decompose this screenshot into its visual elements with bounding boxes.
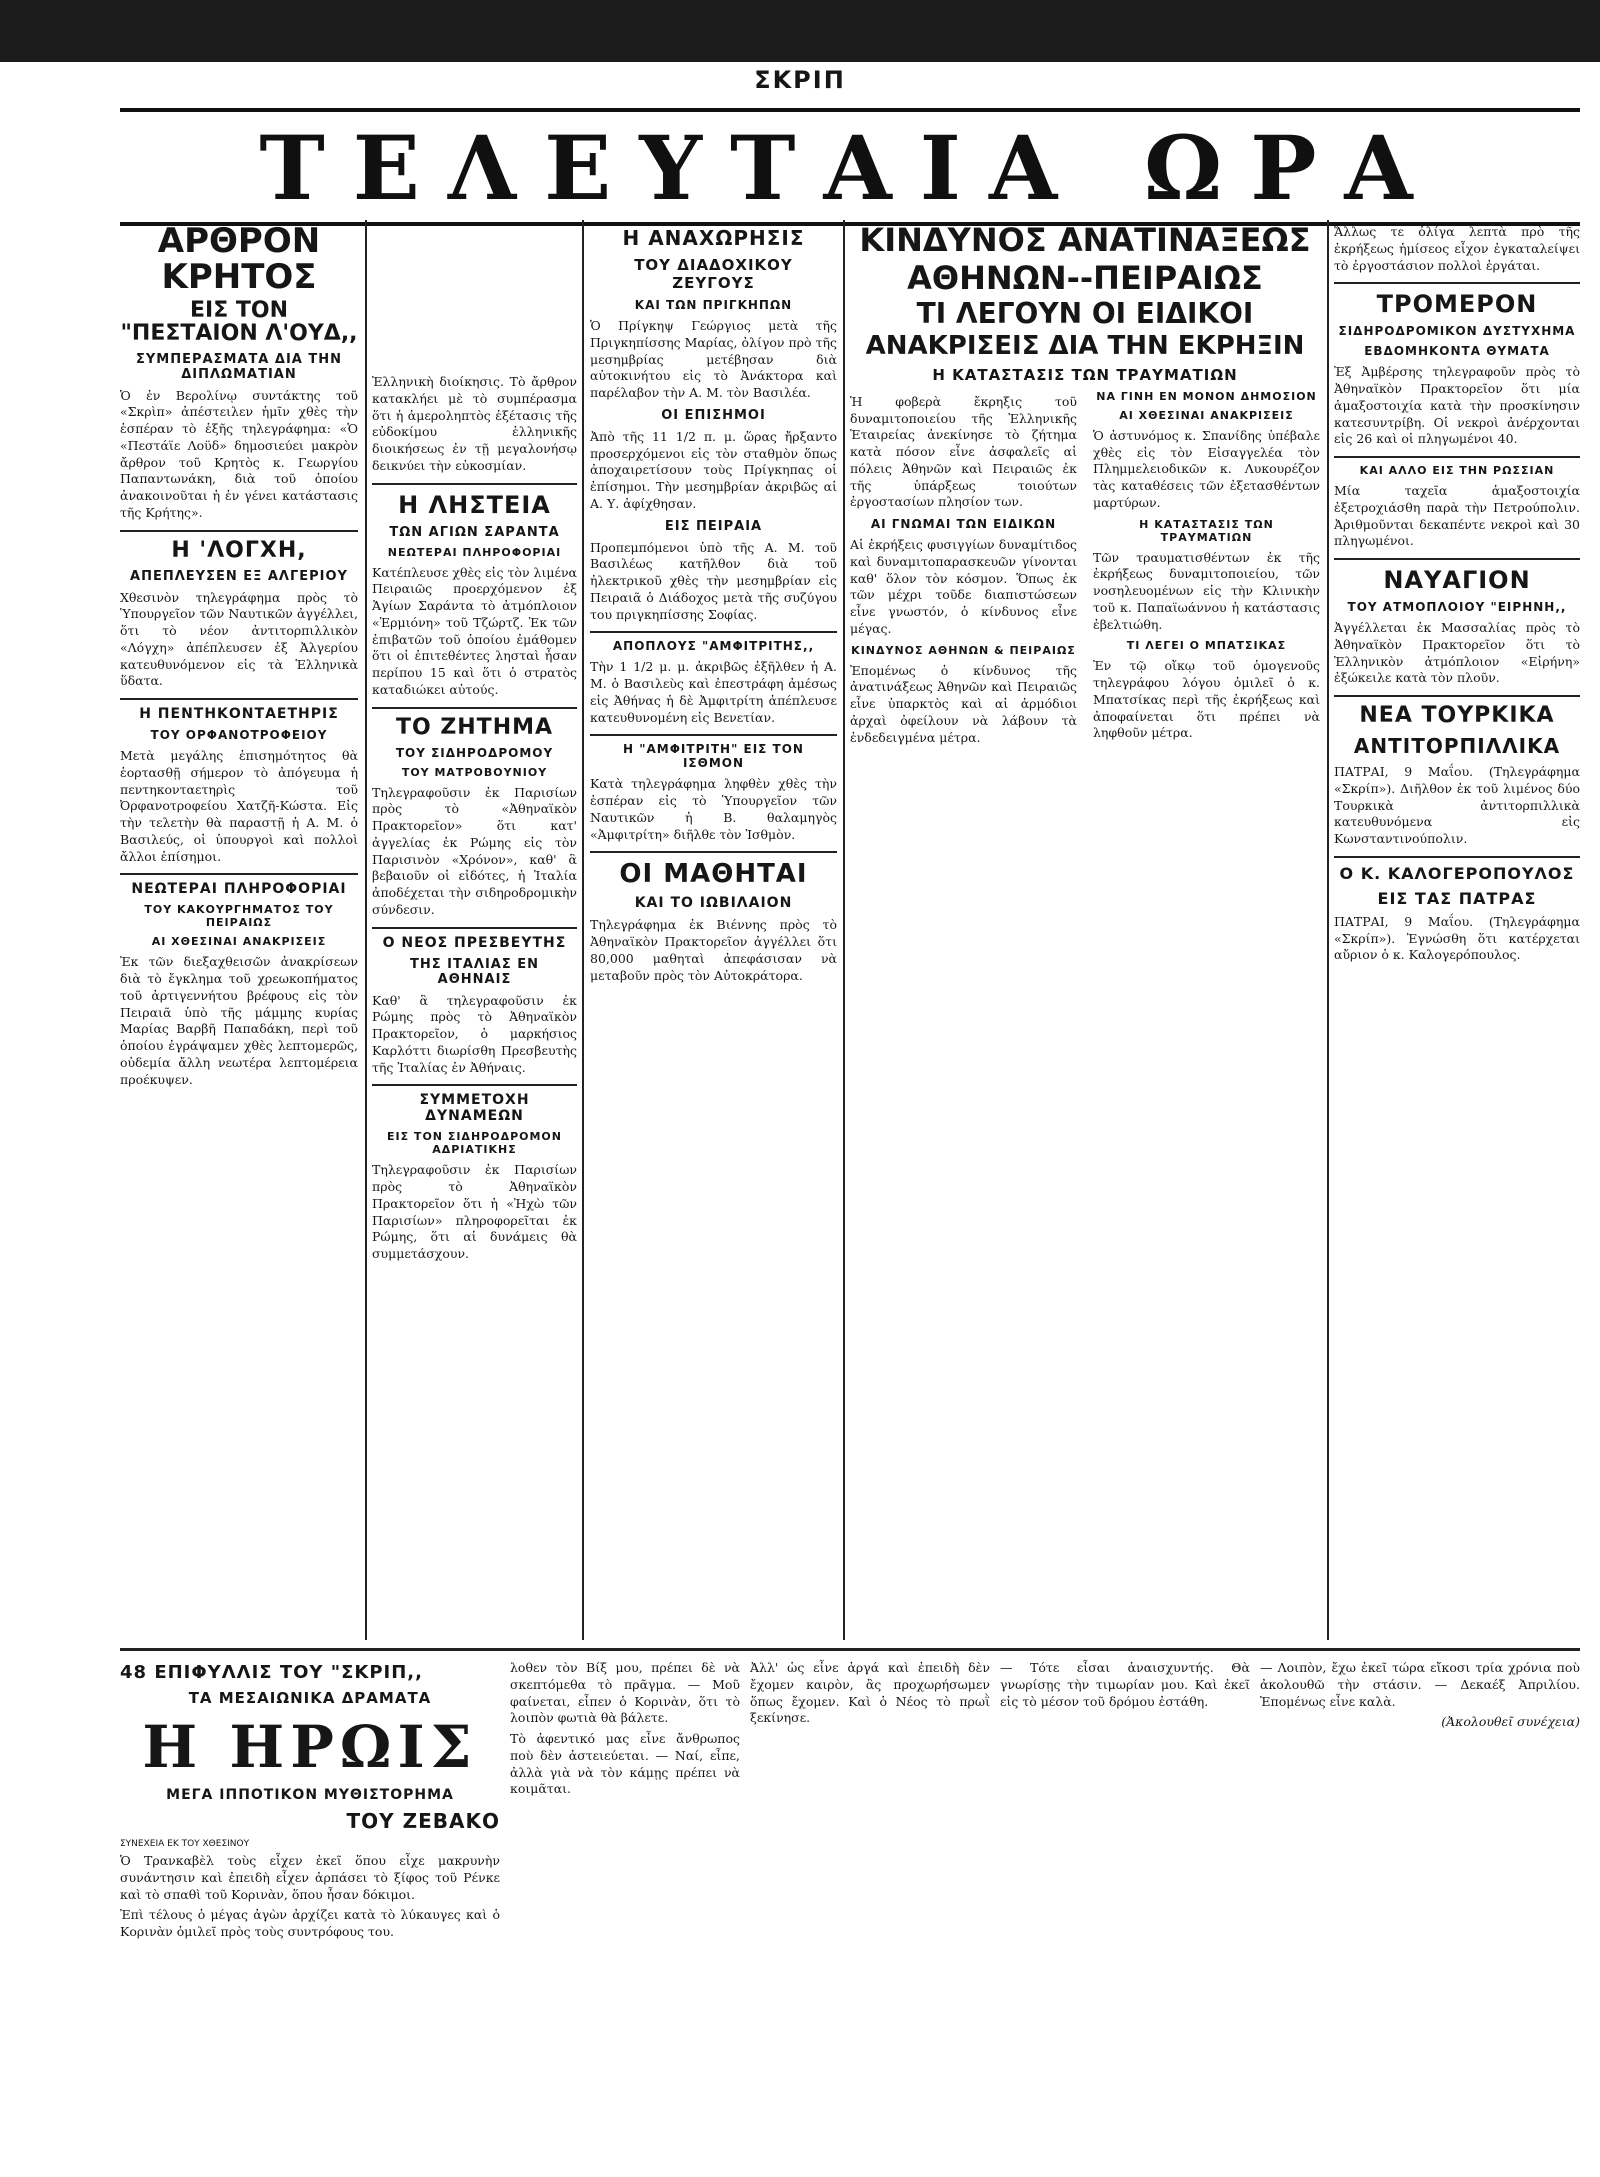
article-text: Χθεσινὸν τηλεγράφημα πρὸς τὸ Ὑπουργεῖον τῶν Ναυτικῶν ἀγγέλλει, ὅτι τὸ νέον ἀντιτορπιλλικὸν «Λόγχη» ἀπέπλευσεν ἐξ Ἀλγερίου κατευθυνόμενον εἰς τὰ Ἑλληνικὰ ὕδατα. <box>120 589 358 689</box>
section-danger: ΚΙΝΔΥΝΟΣ ΑΘΗΝΩΝ & ΠΕΙΡΑΙΩΣ <box>851 643 1076 657</box>
section-one-public: ΝΑ ΓΙΝΗ ΕΝ ΜΟΝΟΝ ΔΗΜΟΣΙΟΝ <box>1096 389 1317 403</box>
headline-terrible: ΤΡΟΜΕΡΟΝ <box>1376 290 1538 319</box>
feuilleton-series: ΤΑ ΜΕΣΑΙΩΝΙΚΑ ΔΡΑΜΑΤΑ <box>188 1689 432 1707</box>
section-amphitrite-isthmus: Η "ΑΜΦΙΤΡΙΤΗ" ΕΙΣ ΤΟΝ ΙΣΘΜΟΝ <box>623 742 804 771</box>
article-text: Ἐκ τῶν διεξαχθεισῶν ἀνακρίσεων διὰ τὸ ἔγκλημα τοῦ χρεωκοπήματος τοῦ ἀρτιγεννήτου βρέφους εἰς τὸν Πειραιᾶ ὑπὸ τῆς μάμμης κυρίας Μαρίας Βαρβῆ Παπαδάκη, περὶ τοῦ ὁποίου ἐγράψαμεν χθὲς λεπτομερῶς, οὐδεμία ἄλλη νεωτέρα λεπτομέρεια προέκυψεν. <box>120 954 358 1087</box>
article-text: ΠΑΤΡΑΙ, 9 Μαΐου. (Τηλεγράφημα «Σκρίπ»). Διῆλθον ἐκ τοῦ λιμένος δύο Τουρκικὰ ἀντιτορπιλλικὰ κατευθυνόμενα εἰς Κωνσταντινούπολιν. <box>1334 764 1580 846</box>
subheadline-orphanage: ΤΟΥ ΟΡΦΑΝΟΤΡΟΦΕΙΟΥ <box>150 728 328 743</box>
subheadline-new-info: ΝΕΩΤΕΡΑΙ ΠΛΗΡΟΦΟΡΙΑΙ <box>387 545 562 559</box>
headline-departure: Η ΑΝΑΧΩΡΗΣΙΣ <box>622 226 805 250</box>
headline-ambassador: Ο ΝΕΟΣ ΠΡΕΣΒΕΥΤΗΣ <box>382 934 567 951</box>
headline-crete: ΑΡΘΡΟΝ ΚΡΗΤΟΣ <box>157 221 321 297</box>
headline-athens-piraeus: ΑΘΗΝΩΝ--ΠΕΙΡΑΙΩΣ <box>907 258 1263 297</box>
column-rule <box>582 220 584 1640</box>
article-text: Ἄλλως τε ὀλίγα λεπτὰ πρὸ τῆς ἐκρήξεως ἡμίσεος εἶχον ἐγκαταλείψει τὸ ἐργοστάσιον πολλοὶ ἐργάται. <box>1334 224 1580 273</box>
feuilleton-col-2 <box>510 1656 740 2156</box>
feuilleton-text: Ἐπὶ τέλους ὁ μέγας ἀγὼν ἀρχίζει κατὰ τὸ λύκαυγες καὶ ὁ Κορινὰν ὁμιλεῖ πρὸς τοὺς συντρόφους του. <box>120 1907 500 1939</box>
article-text: Μετὰ μεγάλης ἐπισημότητος θὰ ἑορτασθῇ σήμερον τὸ ἀπόγευμα ἡ πεντηκονταετηρὶς τοῦ Ὀρφανοτροφείου Χατζῆ-Κώστα. Εἰς τὴν τελετὴν θὰ παραστῇ ἡ Α. Μ. ὁ Βασιλεύς, οἱ ὑπουργοὶ καὶ πολλοὶ ἄλλοι ἐπίσημοι. <box>120 748 358 864</box>
subheadline-eirini: ΤΟΥ ΑΤΜΟΠΛΟΙΟΥ "ΕΙΡΗΝΗ,, <box>1347 600 1567 614</box>
subheadline-railway: ΤΟΥ ΣΙΔΗΡΟΔΡΟΜΟΥ <box>395 745 554 760</box>
feuilleton-text: λοθεν τὸν Βίξ μου, πρέπει δὲ νὰ σκεπτόμεθα τὸ πρᾶγμα. — Μοῦ φαίνεται, εἶπεν ὁ Κορινὰν, ὅτι τὸ λοιπὸν φωτιὰ θὰ βάλετε. <box>510 1660 740 1726</box>
section-wounded-state: Η ΚΑΤΑΣΤΑΣΙΣ ΤΩΝ ΤΡΑΥΜΑΤΙΩΝ <box>1139 517 1274 544</box>
feuilleton-text: Ὁ Τρανκαβὲλ τοὺς εἶχεν ἐκεῖ ὅπου εἶχε μακρυνὴν συνάντησιν καὶ ἐπειδὴ εἶχεν ἀρπάσει τὸ ξίφος τοῦ Ρένκε καὶ τὸ σπαθὶ τοῦ Κορινὰν, ὅπου ἦσαν δόκιμοι. <box>120 1853 500 1902</box>
headline-new-info: ΝΕΩΤΕΡΑΙ ΠΛΗΡΟΦΟΡΙΑΙ <box>131 881 347 898</box>
headline-shipwreck: ΝΑΥΑΓΙΟΝ <box>1383 566 1531 594</box>
feuilleton-col-5 <box>1260 1656 1580 2156</box>
subheadline-couple: ΤΟΥ ΔΙΑΔΟΧΙΚΟΥ ΖΕΥΓΟΥΣ <box>634 256 793 292</box>
banner-title: ΤΕΛΕΥΤΑΙΑ ΩΡΑ <box>259 116 1441 220</box>
headline-logchi: Η 'ΛΟΓΧΗ, <box>171 537 307 563</box>
feuilleton-title: Η ΗΡΩΙΣ <box>142 1713 478 1781</box>
feuilleton-author: ΤΟΥ ΖΕΒΑΚΟ <box>346 1809 500 1833</box>
section-expert-opinions: ΑΙ ΓΝΩΜΑΙ ΤΩΝ ΕΙΔΙΚΩΝ <box>870 517 1057 532</box>
feuilleton-subtitle: ΜΕΓΑ ΙΠΠΟΤΙΚΟΝ ΜΥΘΙΣΤΟΡΗΜΑ <box>166 1787 454 1803</box>
article-text: Προπεμπόμενοι ὑπὸ τῆς Α. Μ. τοῦ Βασιλέως κατῆλθον διὰ τοῦ ἠλεκτρικοῦ χθὲς τὴν μεσημβρίαν εἰς Πειραιᾶ ὁ Διάδοχος μετὰ τῆς συζύγου του πριγκηπίσσης Σοφίας. <box>590 539 837 622</box>
subheadline-destroyers: ΑΝΤΙΤΟΡΠΙΛΛΙΚΑ <box>1353 734 1561 758</box>
masthead: ΣΚΡΙΠ <box>754 66 846 94</box>
banner <box>120 108 1580 226</box>
column-1 <box>120 220 358 1640</box>
feuilleton-text: — Λοιπὸν, ἔχω ἐκεῖ τώρα εἴκοσι τρία χρόνια ποὺ ἀκολουθῶ τὴν στάσιν. — Δεκαέξ Ἀπριλίου. Ἑπομένως εἶνε καλὰ. <box>1260 1660 1580 1709</box>
article-text: Ὁ ἀστυνόμος κ. Σπανίδης ὑπέβαλε χθὲς εἰς τὸν Εἰσαγγελέα τὸν Πλημμελειοδικῶν κ. Λυκουρέζον τὰς καταθέσεις τῶν ἐξετασθέντων μαρτύρων. <box>1093 427 1320 510</box>
column-rule <box>365 220 367 1640</box>
column-rule <box>843 220 845 1640</box>
headline-question: ΤΟ ΖΗΤΗΜΑ <box>395 714 554 740</box>
subheadline-algiers: ΑΠΕΠΛΕΥΣΕΝ ΕΞ ΑΛΓΕΡΙΟΥ <box>130 568 348 584</box>
article-text: Κατέπλευσε χθὲς εἰς τὸν λιμένα Πειραιῶς προερχόμενον ἐξ Ἁγίων Σαράντα τὸ ἀτμόπλοιον «Ἑρμιόνη» τοῦ Τζώρτζ. Ἐκ τῶν ἐπιβατῶν τοῦ ὁποίου ἐμάθομεν ὅτι οἱ ἐπιτεθέντες λησταὶ ἦσαν περίπου 15 καὶ ὅτι ὁ στρατὸς καταδιώκει αὐτούς. <box>372 564 577 697</box>
feuilleton-text: — Τότε εἶσαι ἀναισχυντής. Θὰ γνωρίσῃς τὴν τιμωρίαν μου. Καὶ ἐκεῖ εἰς τὸ μέσον τοῦ δρόμου ἐστάθη. <box>1000 1660 1250 1709</box>
section-batsikas: ΤΙ ΛΕΓΕΙ Ο ΜΠΑΤΣΙΚΑΣ <box>1126 639 1287 653</box>
column-4 <box>850 220 1320 1640</box>
column-3 <box>590 220 837 1640</box>
top-dark-strip <box>0 0 1600 62</box>
section-yesterday-inquiries: ΑΙ ΧΘΕΣΙΝΑΙ ΑΝΑΚΡΙΣΕΙΣ <box>1119 408 1294 422</box>
column-2 <box>372 220 577 1640</box>
feuilleton-col-3 <box>750 1656 990 2156</box>
subheadline-inquiries: ΑΙ ΧΘΕΣΙΝΑΙ ΑΝΑΚΡΙΣΕΙΣ <box>151 935 327 949</box>
article-text: Τηλεγραφοῦσιν ἐκ Παρισίων πρὸς τὸ «Ἀθηναϊκὸν Πρακτορεῖον» ὅτι κατ' ἀγγελίας ἐκ Ρώμης εἰς τὸν Παρισινὸν «Χρόνον», καθ' ἃ βεβαιοῦν οἱ εἰδότες, ἡ Ἰταλία ἀποδέχεται τὴν σιδηροδρομικὴν σύνδεσιν. <box>372 784 577 917</box>
subheadline-jubilee: ΚΑΙ ΤΟ ΙΩΒΙΛΑΙΟΝ <box>634 895 793 912</box>
feuilleton-header <box>120 1656 500 2156</box>
column-rule <box>1327 220 1329 1640</box>
subheadline-agioi-saranta: ΤΩΝ ΑΓΙΩΝ ΣΑΡΑΝΤΑ <box>389 524 560 540</box>
feuilleton-number: 48 ΕΠΙΦΥΛΛΙΣ ΤΟΥ "ΣΚΡΙΠ,, <box>120 1662 423 1683</box>
feuilleton-continues: (Ἀκολουθεῖ συνέχεια) <box>1441 1714 1580 1730</box>
headline-participation: ΣΥΜΜΕΤΟΧΗ ΔΥΝΑΜΕΩΝ <box>419 1092 530 1125</box>
subheadline-railway-accident: ΣΙΔΗΡΟΔΡΟΜΙΚΟΝ ΔΥΣΤΥΧΗΜΑ <box>1338 324 1576 339</box>
section-russia: ΚΑΙ ΑΛΛΟ ΕΙΣ ΤΗΝ ΡΩΣΣΙΑΝ <box>1359 464 1555 477</box>
article-text: Τῶν τραυματισθέντων ἐκ τῆς ἐκρήξεως δυναμιτοποιείου, τῶν νοσηλευομένων εἰς τὴν Κλινικὴν τοῦ κ. Παπαϊωάννου ἡ κατάστασις ἐβελτιώθη. <box>1093 549 1320 632</box>
headline-students: ΟΙ ΜΑΘΗΤΑΙ <box>619 859 808 890</box>
article-text: Τηλεγραφοῦσιν ἐκ Παρισίων πρὸς τὸ Ἀθηναϊκὸν Πρακτορεῖον ὅτι ἡ «Ἠχὼ τῶν Παρισίων» πληροφορεῖται ἐκ Ρώμης, ὅτι αἱ δυνάμεις θὰ συμμετάσχουν. <box>372 1162 577 1261</box>
feuilleton-text: Τὸ ἀφεντικό μας εἶνε ἄνθρωπος ποὺ δὲν ἀστειεύεται. — Ναί, εἶπε, ἀλλὰ γιὰ νὰ τὸν κάμῃς πρέπει νὰ κοιμᾶται. <box>510 1731 740 1797</box>
article-text: Μία ταχεῖα ἁμαξοστοιχία ἐξετροχιάσθη παρὰ τὴν Πετρούπολιν. Ἀριθμοῦνται δεκαπέντε νεκροὶ καὶ 30 πληγωμένοι. <box>1334 483 1580 549</box>
subheadline-matrovouni: ΤΟΥ ΜΑΤΡΟΒΟΥΝΙΟΥ <box>401 765 548 779</box>
subheadline-diplomacy: ΣΥΜΠΕΡΑΣΜΑΤΑ ΔΙΑ ΤΗΝ ΔΙΠΛΩΜΑΤΙΑΝ <box>135 351 343 382</box>
article-text: Ἐπομένως ὁ κίνδυνος τῆς ἀνατινάξεως Ἀθηνῶν καὶ Πειραιῶς εἶνε ὑπαρκτὸς καὶ αἱ ἀρμόδιοι ἀρχαὶ ὀφείλουν νὰ λάβουν τὰ ἐνδεδειγμένα μέτρα. <box>850 662 1077 745</box>
headline-pester-lloyd: ΕΙΣ ΤΟΝ "ΠΕΣΤΑΙΟΝ Λ'ΟΥΔ,, <box>120 298 358 347</box>
article-text: Τὴν 1 1/2 μ. μ. ἀκριβῶς ἐξῆλθεν ἡ Α. Μ. ὁ Βασιλεὺς καὶ ἐπεστράφη ἀμέσως εἰς Ἀθήνας ἡ δὲ Ἀμφιτρίτη ἀπέπλευσε κατευθυνομένη εἰς Βενετίαν. <box>590 659 837 725</box>
article-text: Ἀγγέλλεται ἐκ Μασσαλίας πρὸς τὸ Ἀθηναϊκὸν Πρακτορεῖον ὅτι τὸ Ἑλληνικὸν ἀτμόπλοιον «Εἰρήνη» ἐξώκειλε κατὰ τὸν πλοῦν. <box>1334 620 1580 686</box>
subheadline-patras: ΕΙΣ ΤΑΣ ΠΑΤΡΑΣ <box>1377 888 1537 908</box>
article-text: Ἀπὸ τῆς 11 1/2 π. μ. ὥρας ἤρξαντο προσερχόμενοι εἰς τὸν σταθμὸν ὅπως ἀποχαιρετίσουν τοὺς Πρίγκηπας οἱ ἐπίσημοι. Τὴν μεσημβρίαν ἀκριβῶς αἱ Α. Υ. ἀφίχθησαν. <box>590 428 837 511</box>
column-5 <box>1334 220 1580 1640</box>
headline-explosion-danger: ΚΙΝΔΥΝΟΣ ΑΝΑΤΙΝΑΞΕΩΣ <box>859 221 1311 259</box>
subheadline-italy: ΤΗΣ ΙΤΑΛΙΑΣ ΕΝ ΑΘΗΝΑΙΣ <box>409 956 540 987</box>
subheadline-piraeus-crime: ΤΟΥ ΚΑΚΟΥΡΓΗΜΑΤΟΣ ΤΟΥ ΠΕΙΡΑΙΩΣ <box>144 903 334 930</box>
feuilleton-text: Ἀλλ' ὡς εἶνε ἀργά καὶ ἐπειδὴ δὲν ἔχομεν καιρὸν, ἂς προχωρήσωμεν ὅπως ἔχομεν. Καὶ ὁ Νέος τὸ πρωῒ ξεκίνησε. <box>750 1660 990 1726</box>
subheadline-wounded: Η ΚΑΤΑΣΤΑΣΙΣ ΤΩΝ ΤΡΑΥΜΑΤΙΩΝ <box>932 365 1238 384</box>
article-text: Καθ' ἃ τηλεγραφοῦσιν ἐκ Ρώμης πρὸς τὸ Ἀθηναϊκὸν Πρακτορεῖον, ὁ μαρκήσιος Καρλόττι διωρίσθη Πρεσβευτὴς τῆς Ἰταλίας ἐν Ἀθήναις. <box>372 992 577 1075</box>
article-text: Αἱ ἐκρήξεις φυσιγγίων δυναμίτιδος καὶ δυναμιτοπαρασκευῶν γίνονται καθ' ὅλον τὸν κόσμον. Ὅπως ἐκ τῶν μέχρι τοῦδε διαπιστώσεων εἶνε γνωστόν, ὁ κίνδυνος εἶνε μέγας. <box>850 537 1077 636</box>
headline-anniversary: Η ΠΕΝΤΗΚΟΝΤΑΕΤΗΡΙΣ <box>139 706 339 723</box>
section-amphitrite-sailing: ΑΠΟΠΛΟΥΣ "ΑΜΦΙΤΡΙΤΗΣ,, <box>612 639 815 654</box>
section-officials: ΟΙ ΕΠΙΣΗΜΟΙ <box>661 407 766 423</box>
article-text: Τηλεγράφημα ἐκ Βιέννης πρὸς τὸ Ἀθηναϊκὸν Πρακτορεῖον ἀγγέλλει ὅτι 80,000 μαθηταὶ ἀπεφάσισαν νὰ μεταβοῦν πρὸς τὸν Αὐτοκράτορα. <box>590 917 837 983</box>
article-text: Ἐν τῷ οἴκῳ τοῦ ὁμογενοῦς τηλεγράφου λόγου ὁμιλεῖ ὁ κ. Μπατσίκας περὶ τῆς ἐκρήξεως καὶ ἀποφαίνεται ὅτι πρέπει νὰ ληφθοῦν μέτρα. <box>1093 658 1320 741</box>
article-text: Ὁ ἐν Βερολίνῳ συντάκτης τοῦ «Σκρὶπ» ἀπέστειλεν ἡμῖν χθὲς τὴν ἑσπέραν τὸ ἑξῆς τηλεγράφημα: «Ὁ «Πεστάϊε Λοϋδ» δημοσιεύει μακρὸν ἄρθρον τοῦ Κρητὸς κ. Γεωργίου Παπαντωνάκη, διὰ τοῦ ὁποίου ἀνακοινοῦται ἡ ἐν γένει κατάστασις τῆς Κρήτης». <box>120 387 358 520</box>
subheadline-princes: ΚΑΙ ΤΩΝ ΠΡΙΓΚΗΠΩΝ <box>634 298 793 312</box>
feuilleton-note: ΣΥΝΕΧΕΙΑ ΕΚ ΤΟΥ ΧΘΕΣΙΝΟΥ <box>120 1839 250 1849</box>
article-text: Κατὰ τηλεγράφημα ληφθὲν χθὲς τὴν ἑσπέραν εἰς τὸ Ὑπουργεῖον τῶν Ναυτικῶν ἡ Β. θαλαμηγὸς «Ἀμφιτρίτη» διῆλθε τὸν Ἰσθμὸν. <box>590 776 837 842</box>
article-text: Ἑλληνικὴ διοίκησις. Τὸ ἄρθρον κατακλήει μὲ τὸ συμπέρασμα ὅτι ἡ ἀμεροληπτὸς ἐξέτασις τῆς εὐδοκίμου ἑλληνικῆς διοικήσεως ἐν τῇ μεγαλονήσῳ δεικνύει τὴν εὐκοσμίαν. <box>372 374 577 473</box>
feuilleton-col-4 <box>1000 1656 1250 2156</box>
headline-inquiries: ΑΝΑΚΡΙΣΕΙΣ ΔΙΑ ΤΗΝ ΕΚΡΗΞΙΝ <box>865 330 1305 361</box>
subheadline-seventy-victims: ΕΒΔΟΜΗΚΟΝΤΑ ΘΥΜΑΤΑ <box>1364 344 1550 359</box>
section-divider <box>120 1648 1580 1651</box>
article-text: Ὁ Πρίγκηψ Γεώργιος μετὰ τῆς Πριγκηπίσσης Μαρίας, ὀλίγον πρὸ τῆς μεσημβρίας μετέβησαν διὰ αὐτοκινήτου εἰς τὸ Ἀνάκτορα καὶ παρέλαβον τὴν Α. Μ. τὸν Βασιλέα. <box>590 318 837 400</box>
headline-brigandage: Η ΛΗΣΤΕΙΑ <box>398 490 551 519</box>
article-text: Ἐξ Ἀμβέρσης τηλεγραφοῦν πρὸς τὸ Ἀθηναϊκὸν Πρακτορεῖον ὅτι μία ἁμαξοστοιχία κατὰ τὴν προσκίνησιν κατεσυντρίβη. Οἱ νεκροὶ ἀνέρχονται εἰς 26 καὶ οἱ πληγωμένοι 40. <box>1334 364 1580 447</box>
subheadline-adriatic: ΕΙΣ ΤΟΝ ΣΙΔΗΡΟΔΡΟΜΟΝ ΑΔΡΙΑΤΙΚΗΣ <box>386 1130 562 1157</box>
section-piraeus: ΕΙΣ ΠΕΙΡΑΙΑ <box>664 518 763 534</box>
article-text: ΠΑΤΡΑΙ, 9 Μαΐου. (Τηλεγράφημα «Σκρίπ»). Ἐγνώσθη ὅτι κατέρχεται αὔριον ὁ κ. Καλογερόπουλος. <box>1334 913 1580 963</box>
article-text: Ἡ φοβερὰ ἔκρηξις τοῦ δυναμιτοποιείου τῆς Ἑλληνικῆς Ἑταιρείας ἀνεκίνησε τὸ ζήτημα κατὰ πόσον εἶνε ἀσφαλεῖς αἱ πόλεις Ἀθηνῶν καὶ Πειραιῶς ἐκ τῆς ὑπάρξεως τοιούτων ἐργοστασίων πλησίον των. <box>850 393 1077 510</box>
headline-experts: ΤΙ ΛΕΓΟΥΝ ΟΙ ΕΙΔΙΚΟΙ <box>916 297 1254 331</box>
headline-turkish: ΝΕΑ ΤΟΥΡΚΙΚΑ <box>1359 703 1555 728</box>
headline-kalogeropoulos: Ο Κ. ΚΑΛΟΓΕΡΟΠΟΥΛΟΣ <box>1339 863 1575 883</box>
